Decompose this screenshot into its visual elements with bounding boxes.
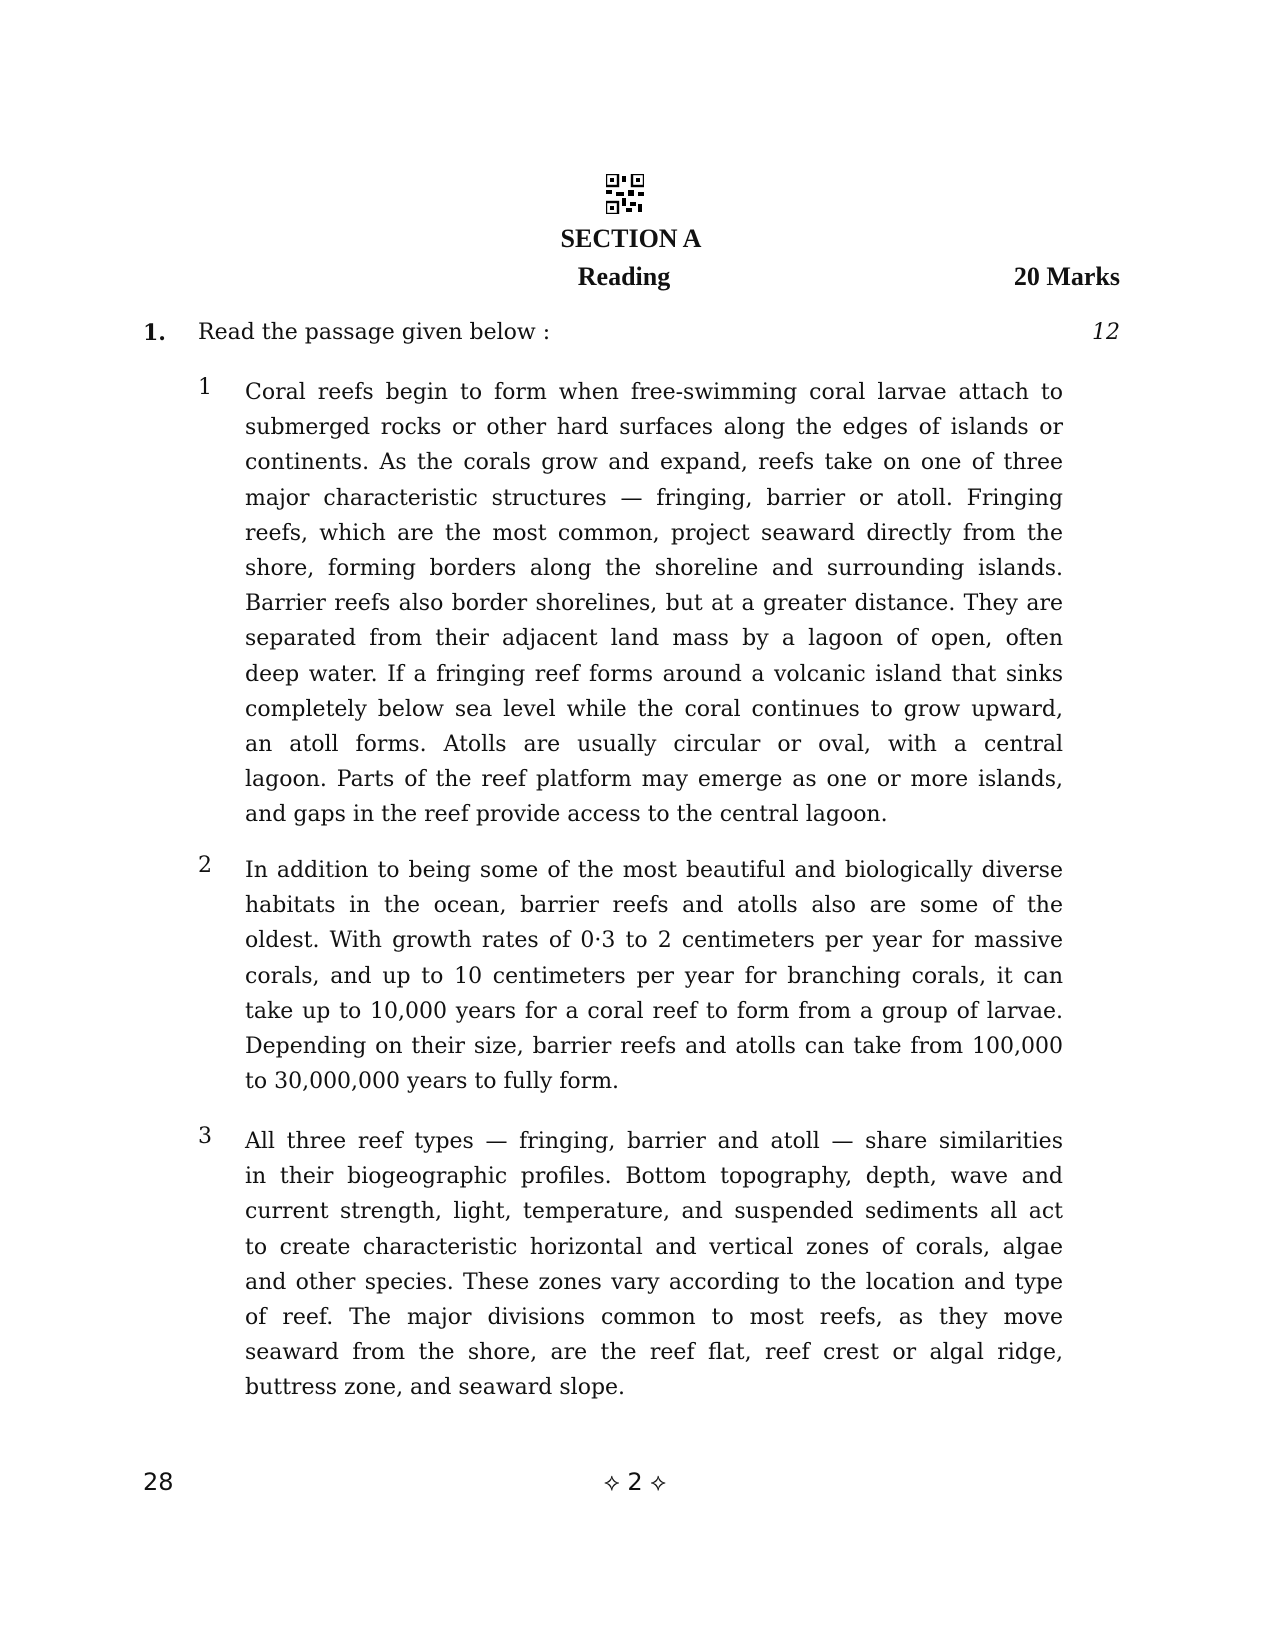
page-number: ⟡ 2 ⟡: [603, 1468, 667, 1496]
text-line: corals, and up to 10 centimeters per year for branching corals, it can: [245, 963, 1063, 989]
text-line: take up to 10,000 years for a coral reef to form from a group of larvae.: [245, 998, 1063, 1024]
text-line: habitats in the ocean, barrier reefs and atolls also are some of the: [245, 893, 1063, 919]
text-line: and gaps in the reef provide access to the central lagoon.: [245, 802, 888, 828]
paragraph: [245, 375, 1063, 832]
text-line: deep water. If a fringing reef forms around a volcanic island that sinks: [245, 661, 1063, 687]
text-line: to 30,000,000 years to fully form.: [245, 1069, 620, 1095]
text-line: Barrier reefs also border shorelines, but at a greater distance. They are: [245, 591, 1063, 617]
text-line: Coral reefs begin to form when free-swimming coral larvae attach to: [245, 380, 1063, 405]
text-line: submerged rocks or other hard surfaces along the edges of islands or: [245, 415, 1063, 441]
paragraph: [245, 853, 1063, 1099]
section-marks: 20 Marks: [1013, 262, 1120, 291]
question-prompt: Read the passage given below :: [198, 320, 551, 345]
text-line: in their biogeographic profiles. Bottom topography, depth, wave and: [245, 1164, 1063, 1190]
text-line: Depending on their size, barrier reefs and atolls can take from 100,000: [245, 1033, 1063, 1059]
text-line: All three reef types — fringing, barrier and atoll — share similarities: [245, 1129, 1063, 1154]
text-line: reefs, which are the most common, project seaward directly from the: [245, 520, 1063, 546]
qr-code-icon: [606, 174, 644, 214]
text-line: continents. As the corals grow and expand, reefs take on one of three: [245, 450, 1063, 476]
section-title: SECTION A: [560, 224, 702, 253]
text-line: major characteristic structures — fringing, barrier or atoll. Fringing: [245, 485, 1063, 511]
text-line: completely below sea level while the coral continues to grow upward,: [245, 696, 1063, 722]
text-line: and other species. These zones vary according to the location and type: [245, 1269, 1063, 1295]
text-line: seaward from the shore, are the reef flat, reef crest or algal ridge,: [245, 1340, 1063, 1366]
question-marks: 12: [1092, 320, 1120, 345]
text-line: to create characteristic horizontal and vertical zones of corals, algae: [245, 1234, 1063, 1260]
text-line: of reef. The major divisions common to most reefs, as they move: [245, 1304, 1063, 1330]
question-number: 1.: [143, 320, 166, 346]
paragraph-number: 2: [198, 853, 212, 878]
text-line: shore, forming borders along the shoreline and surrounding islands.: [245, 555, 1063, 581]
text-line: oldest. With growth rates of 0·3 to 2 centimeters per year for massive: [245, 928, 1063, 954]
text-line: an atoll forms. Atolls are usually circular or oval, with a central: [245, 731, 1063, 757]
paragraph-number: 3: [198, 1124, 212, 1149]
text-line: In addition to being some of the most beautiful and biologically diverse: [245, 858, 1063, 883]
text-line: separated from their adjacent land mass by a lagoon of open, often: [245, 626, 1063, 652]
paragraph: [245, 1124, 1063, 1406]
paper-code: 28: [143, 1468, 174, 1496]
text-line: current strength, light, temperature, and suspended sediments all act: [245, 1199, 1063, 1225]
paragraph-number: 1: [198, 375, 212, 400]
text-line: lagoon. Parts of the reef platform may emerge as one or more islands,: [245, 767, 1063, 793]
section-subtitle: Reading: [577, 262, 671, 291]
text-line: buttress zone, and seaward slope.: [245, 1375, 626, 1401]
